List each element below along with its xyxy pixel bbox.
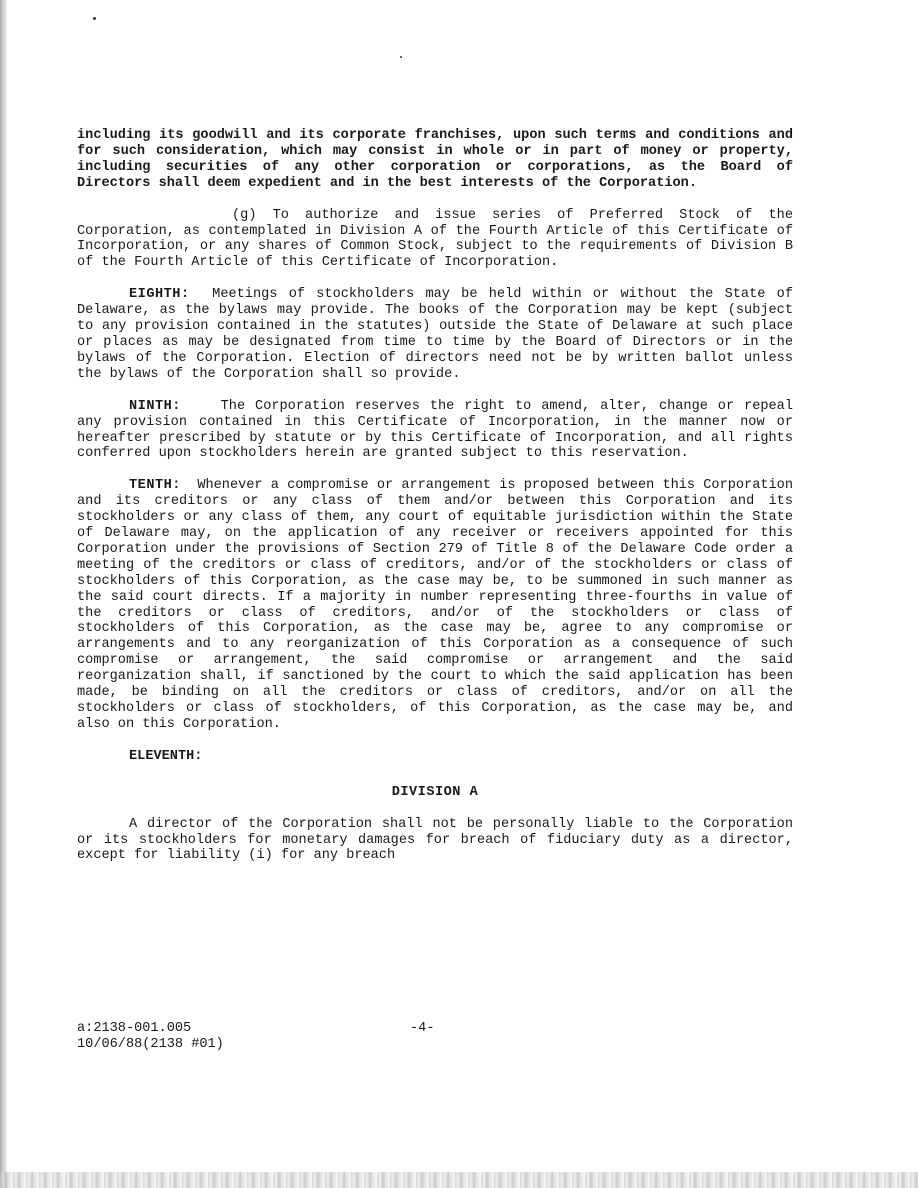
eighth-text: Meetings of stockholders may be held within or without the State of Delaware, as the bylaws may provide. The books of the Corporation may be kept (subject to any provision contained in the statutes) outside the State of Delaware at such place or places as may be designated from time to time by the Board of Directors or in the bylaws of the Corporation. Election of directors need not be by written ballot unless the bylaws of the Corporation shall so provide. bbox=[77, 287, 793, 382]
eleventh-label: ELEVENTH: bbox=[129, 748, 203, 764]
ninth-label: NINTH: bbox=[129, 398, 181, 414]
scan-speck bbox=[93, 17, 96, 20]
footer-reference bbox=[77, 1021, 224, 1053]
paragraph-tenth bbox=[77, 478, 793, 733]
page-number: -4- bbox=[410, 1021, 435, 1036]
scan-bottom-edge bbox=[0, 1172, 918, 1188]
tenth-text: Whenever a compromise or arrangement is proposed between this Corporation and its creditors or any class of them and/or between this Corporation and its stockholders or any class of them, any court of equitable jurisdiction within the State of Delaware may, on the application of any receiver or receivers appointed for this Corporation under the provisions of Section 279 of Title 8 of the Delaware Code order a meeting of the creditors or class of creditors, and/or of the stockholders or class of stockholders of this Corporation, as the case may be, to be summoned in such manner as the said court directs. If a majority in number representing three-fourths in value of the creditors or class of creditors, and/or of the stockholders or class of stockholders of this Corporation, as the case may be, agree to any compromise or arrangements and to any reorganization of this Corporation as a consequence of such compromise or arrangement, the said compromise or arrangement and the said reorganization shall, if sanctioned by the court to which the said application has been made, be binding on all the creditors or class of creditors, and/or on all the stockholders or class of stockholders, of this Corporation, as the case may be, and also on this Corporation. bbox=[77, 478, 793, 732]
document-body bbox=[77, 128, 793, 864]
paragraph-division-a: A director of the Corporation shall not be personally liable to the Corporation or its stockholders for monetary damages for breach of fiduciary duty as a director, except for liability (i) for any breach bbox=[77, 816, 793, 864]
paragraph-eighth bbox=[77, 287, 793, 382]
eighth-label: EIGHTH: bbox=[129, 287, 190, 303]
paragraph-g: (g) To authorize and issue series of Preferred Stock of the Corporation, as contemplated in Division A of the Fourth Article of this Certificate of Incorporation, or any shares of Common Stock, subject to the requirements of Division B of the Fourth Article of this Certificate of Incorporation. bbox=[77, 207, 793, 271]
ninth-text: The Corporation reserves the right to amend, alter, change or repeal any provision contained in this Certificate of Incorporation, in the manner now or hereafter prescribed by statute or by this Certificate of Incorporation, and all rights conferred upon stockholders herein are granted subject to this reservation. bbox=[77, 398, 793, 462]
scan-left-edge bbox=[0, 0, 7, 1188]
tenth-label: TENTH: bbox=[129, 478, 181, 494]
paragraph-continuation: including its goodwill and its corporate franchises, upon such terms and conditions and for such consideration, which may consist in whole or in part of money or property, including securities of any other corporation or corporations, as the Board of Directors shall deem expedient and in the best interests of the Corporation. bbox=[77, 128, 793, 191]
paragraph-ninth bbox=[77, 399, 793, 463]
footer-date-ref: 10/06/88(2138 #01) bbox=[77, 1036, 224, 1052]
scan-speck bbox=[400, 56, 402, 58]
footer-file-ref: a:2138-001.005 bbox=[77, 1021, 192, 1036]
division-heading: DIVISION A bbox=[391, 784, 479, 800]
